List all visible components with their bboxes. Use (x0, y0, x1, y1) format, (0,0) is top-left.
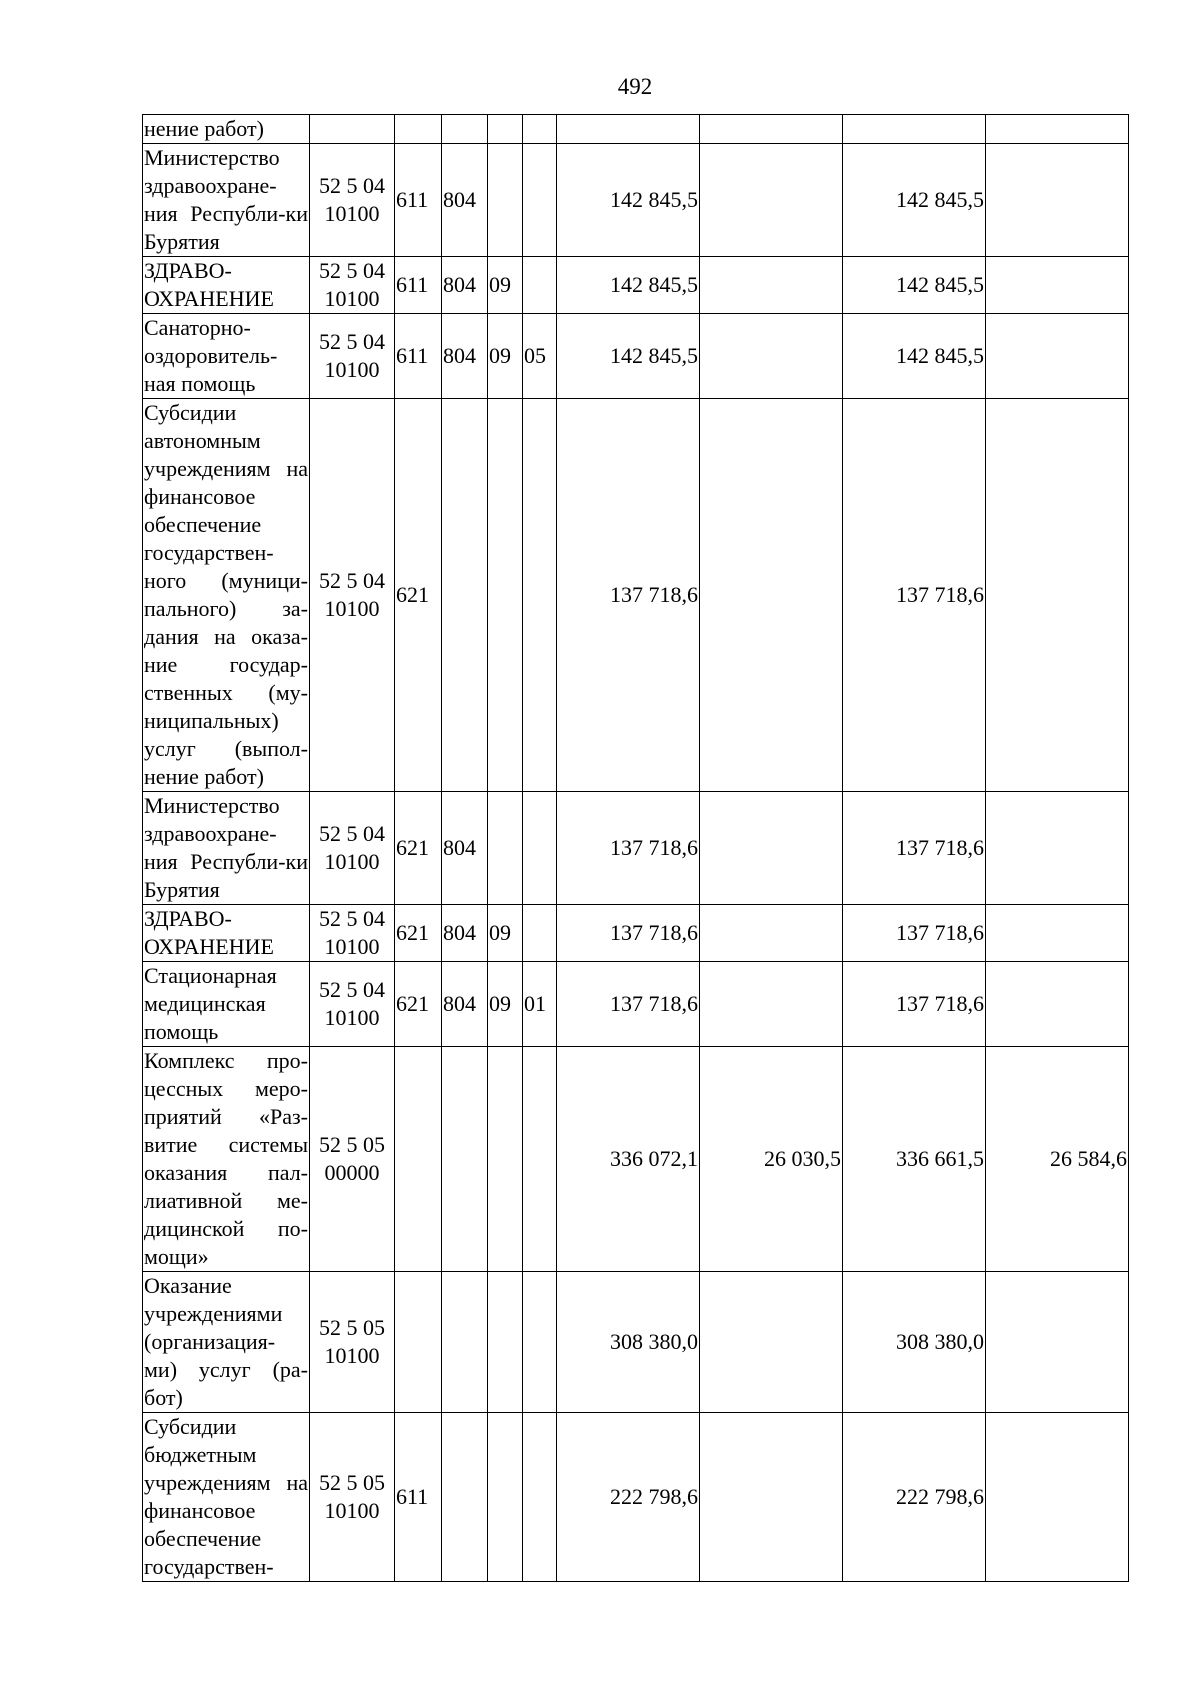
table-row (143, 115, 1129, 144)
row-vr-cell (395, 1047, 442, 1272)
row-pr-cell (523, 115, 557, 144)
table-row (143, 399, 1129, 792)
row-sum2-cell (700, 905, 843, 962)
row-sum1-cell: 308 380,0 (557, 1272, 700, 1413)
row-sum4-cell (986, 1413, 1129, 1582)
row-pr-cell (523, 905, 557, 962)
row-sum2-cell (700, 257, 843, 314)
row-vr-cell: 611 (395, 144, 442, 257)
table-row (143, 314, 1129, 399)
table-row (143, 792, 1129, 905)
row-gr-cell: 804 (442, 905, 488, 962)
row-rz-cell: 09 (488, 962, 523, 1047)
row-vr-cell: 621 (395, 905, 442, 962)
table-row (143, 1413, 1129, 1582)
row-sum2-cell (700, 314, 843, 399)
row-vr-cell: 621 (395, 792, 442, 905)
row-pr-cell: 05 (523, 314, 557, 399)
row-pr-cell (523, 399, 557, 792)
row-sum3-cell: 142 845,5 (843, 257, 986, 314)
row-name-cell: Санаторно-оздоровитель-ная помощь (143, 314, 310, 399)
row-vr-cell (395, 115, 442, 144)
row-rz-cell: 09 (488, 905, 523, 962)
row-sum2-cell (700, 962, 843, 1047)
row-sum4-cell (986, 399, 1129, 792)
row-pr-cell (523, 792, 557, 905)
row-sum4-cell: 26 584,6 (986, 1047, 1129, 1272)
row-vr-cell: 621 (395, 962, 442, 1047)
row-sum1-cell (557, 115, 700, 144)
row-sum1-cell: 142 845,5 (557, 314, 700, 399)
page-number: 492 (617, 74, 653, 99)
row-gr-cell: 804 (442, 962, 488, 1047)
table-row (143, 1047, 1129, 1272)
row-gr-cell (442, 399, 488, 792)
row-sum2-cell (700, 399, 843, 792)
row-sum2-cell (700, 115, 843, 144)
row-vr-cell: 611 (395, 314, 442, 399)
row-rz-cell (488, 115, 523, 144)
row-rz-cell (488, 399, 523, 792)
row-sum3-cell: 142 845,5 (843, 144, 986, 257)
row-code-cell: 52 5 04 10100 (310, 905, 395, 962)
row-sum3-cell (843, 115, 986, 144)
row-name-cell: Субсидии автономным учреждениям на финансовое обеспечение государствен-ного (муници-пального) за-дания на оказа-ние государ-ственных (му-ниципальных) услуг (выпол-нение работ) (143, 399, 310, 792)
row-gr-cell: 804 (442, 314, 488, 399)
row-sum1-cell: 142 845,5 (557, 257, 700, 314)
row-sum2-cell (700, 1413, 843, 1582)
row-rz-cell (488, 792, 523, 905)
row-sum4-cell (986, 314, 1129, 399)
table-row (143, 1272, 1129, 1413)
row-pr-cell (523, 1047, 557, 1272)
row-vr-cell: 621 (395, 399, 442, 792)
row-rz-cell: 09 (488, 314, 523, 399)
row-gr-cell (442, 115, 488, 144)
row-sum4-cell (986, 115, 1129, 144)
row-sum1-cell: 137 718,6 (557, 962, 700, 1047)
row-name-cell: Субсидии бюджетным учреждениям на финансовое обеспечение государствен- (143, 1413, 310, 1582)
row-sum4-cell (986, 144, 1129, 257)
row-pr-cell (523, 1272, 557, 1413)
row-rz-cell: 09 (488, 257, 523, 314)
table-row (143, 905, 1129, 962)
budget-table (142, 114, 1129, 1582)
row-vr-cell: 611 (395, 257, 442, 314)
row-sum4-cell (986, 905, 1129, 962)
row-code-cell: 52 5 04 10100 (310, 792, 395, 905)
row-sum3-cell: 142 845,5 (843, 314, 986, 399)
row-sum1-cell: 222 798,6 (557, 1413, 700, 1582)
row-pr-cell: 01 (523, 962, 557, 1047)
row-vr-cell: 611 (395, 1413, 442, 1582)
row-vr-cell (395, 1272, 442, 1413)
row-sum2-cell (700, 1272, 843, 1413)
row-code-cell: 52 5 04 10100 (310, 257, 395, 314)
row-sum3-cell: 308 380,0 (843, 1272, 986, 1413)
row-gr-cell: 804 (442, 792, 488, 905)
table-row (143, 144, 1129, 257)
row-code-cell: 52 5 04 10100 (310, 144, 395, 257)
row-code-cell: 52 5 05 00000 (310, 1047, 395, 1272)
row-rz-cell (488, 1047, 523, 1272)
row-pr-cell (523, 257, 557, 314)
row-sum1-cell: 137 718,6 (557, 399, 700, 792)
row-sum3-cell: 137 718,6 (843, 962, 986, 1047)
row-gr-cell (442, 1272, 488, 1413)
row-sum1-cell: 137 718,6 (557, 792, 700, 905)
row-sum3-cell: 222 798,6 (843, 1413, 986, 1582)
row-gr-cell (442, 1413, 488, 1582)
row-gr-cell: 804 (442, 144, 488, 257)
row-name-cell: ЗДРАВО-ОХРАНЕНИЕ (143, 257, 310, 314)
row-rz-cell (488, 1413, 523, 1582)
row-code-cell (310, 115, 395, 144)
row-pr-cell (523, 1413, 557, 1582)
row-name-cell: нение работ) (143, 115, 310, 144)
row-gr-cell: 804 (442, 257, 488, 314)
row-sum4-cell (986, 962, 1129, 1047)
row-sum2-cell (700, 144, 843, 257)
row-sum4-cell (986, 257, 1129, 314)
row-name-cell: ЗДРАВО-ОХРАНЕНИЕ (143, 905, 310, 962)
row-sum2-cell (700, 792, 843, 905)
row-sum2-cell: 26 030,5 (700, 1047, 843, 1272)
table-row (143, 962, 1129, 1047)
row-rz-cell (488, 144, 523, 257)
row-gr-cell (442, 1047, 488, 1272)
row-sum3-cell: 137 718,6 (843, 905, 986, 962)
row-name-cell: Стационарная медицинская помощь (143, 962, 310, 1047)
row-pr-cell (523, 144, 557, 257)
row-rz-cell (488, 1272, 523, 1413)
row-code-cell: 52 5 04 10100 (310, 962, 395, 1047)
row-sum1-cell: 142 845,5 (557, 144, 700, 257)
row-sum3-cell: 336 661,5 (843, 1047, 986, 1272)
row-code-cell: 52 5 05 10100 (310, 1413, 395, 1582)
row-sum1-cell: 336 072,1 (557, 1047, 700, 1272)
row-code-cell: 52 5 04 10100 (310, 314, 395, 399)
table-row (143, 257, 1129, 314)
row-sum3-cell: 137 718,6 (843, 399, 986, 792)
row-sum4-cell (986, 1272, 1129, 1413)
row-code-cell: 52 5 04 10100 (310, 399, 395, 792)
row-sum3-cell: 137 718,6 (843, 792, 986, 905)
row-sum4-cell (986, 792, 1129, 905)
row-name-cell: Министерство здравоохране-ния Республи-ки Бурятия (143, 792, 310, 905)
row-name-cell: Министерство здравоохране-ния Республи-ки Бурятия (143, 144, 310, 257)
row-sum1-cell: 137 718,6 (557, 905, 700, 962)
row-name-cell: Оказание учреждениями (организация-ми) услуг (ра-бот) (143, 1272, 310, 1413)
row-code-cell: 52 5 05 10100 (310, 1272, 395, 1413)
row-name-cell: Комплекс про-цессных меро-приятий «Раз-витие системы оказания пал-лиативной ме-дицинской по-мощи» (143, 1047, 310, 1272)
